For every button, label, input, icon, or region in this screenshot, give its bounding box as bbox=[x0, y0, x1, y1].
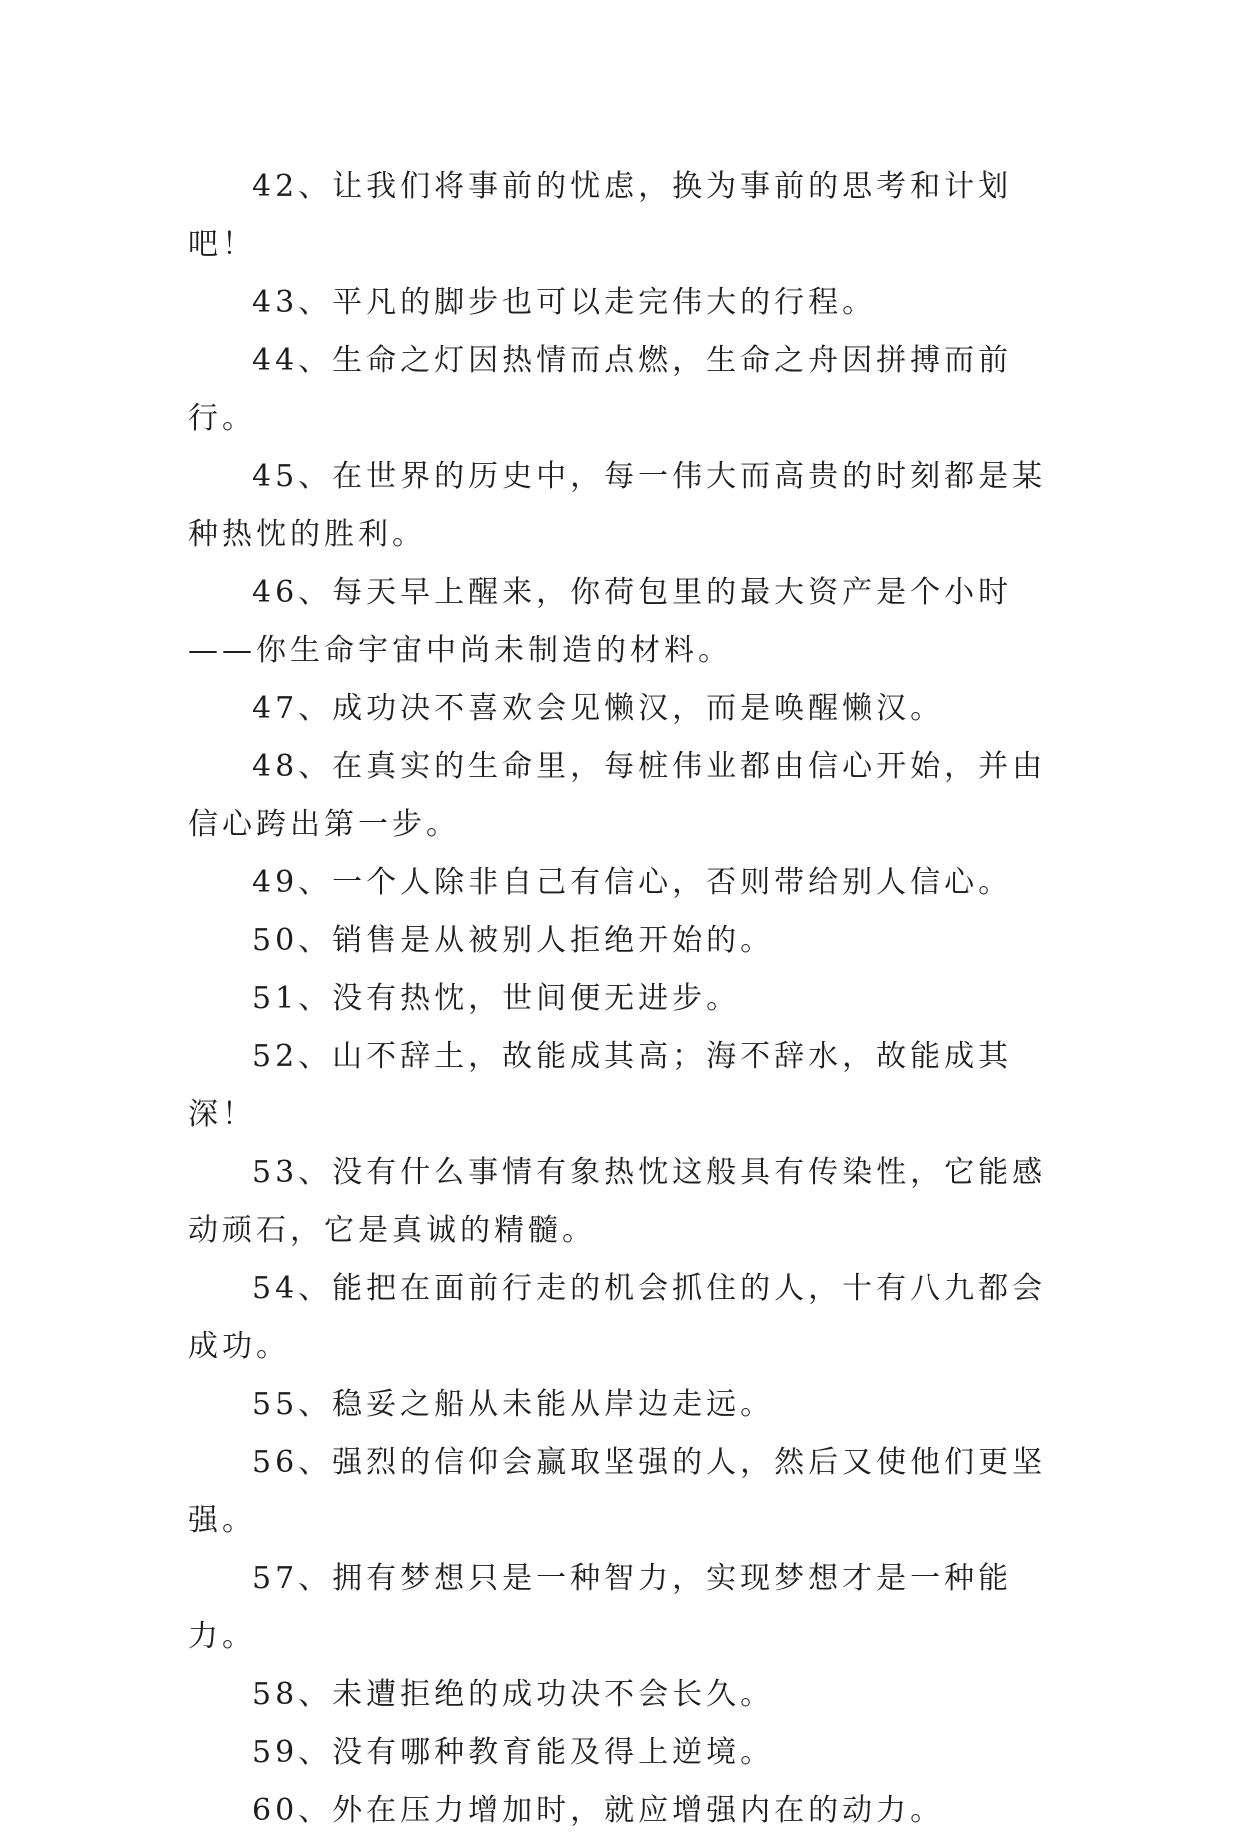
paragraph-45: 45、在世界的历史中，每一伟大而高贵的时刻都是某种热忱的胜利。 bbox=[188, 459, 1047, 552]
paragraph-42: 42、让我们将事前的忧虑，换为事前的思考和计划吧！ bbox=[188, 169, 1013, 262]
paragraph-59: 59、没有哪种教育能及得上逆境。 bbox=[252, 1735, 775, 1770]
paragraph-43: 43、平凡的脚步也可以走完伟大的行程。 bbox=[252, 285, 877, 320]
paragraph-56: 56、强烈的信仰会赢取坚强的人，然后又使他们更坚强。 bbox=[188, 1445, 1047, 1538]
paragraph-46: 46、每天早上醒来，你荷包里的最大资产是个小时——你生命宇宙中尚未制造的材料。 bbox=[188, 575, 1013, 668]
paragraph-51: 51、没有热忱，世间便无进步。 bbox=[252, 981, 741, 1016]
paragraph-48: 48、在真实的生命里，每桩伟业都由信心开始，并由信心跨出第一步。 bbox=[188, 749, 1047, 842]
paragraph-54: 54、能把在面前行走的机会抓住的人，十有八九都会成功。 bbox=[188, 1271, 1047, 1364]
paragraph-53: 53、没有什么事情有象热忱这般具有传染性，它能感动顽石，它是真诚的精髓。 bbox=[188, 1155, 1047, 1248]
paragraph-50: 50、销售是从被别人拒绝开始的。 bbox=[252, 923, 775, 958]
document-body bbox=[188, 158, 1058, 1840]
paragraph-57: 57、拥有梦想只是一种智力，实现梦想才是一种能力。 bbox=[188, 1561, 1013, 1654]
paragraph-44: 44、生命之灯因热情而点燃，生命之舟因拼搏而前行。 bbox=[188, 343, 1013, 436]
paragraph-49: 49、一个人除非自己有信心，否则带给别人信心。 bbox=[252, 865, 1013, 900]
paragraph-58: 58、未遭拒绝的成功决不会长久。 bbox=[252, 1677, 775, 1712]
paragraph-52: 52、山不辞土，故能成其高；海不辞水，故能成其深！ bbox=[188, 1039, 1013, 1132]
paragraph-60: 60、外在压力增加时，就应增强内在的动力。 bbox=[252, 1793, 945, 1828]
paragraph-47: 47、成功决不喜欢会见懒汉，而是唤醒懒汉。 bbox=[252, 691, 945, 726]
paragraph-55: 55、稳妥之船从未能从岸边走远。 bbox=[252, 1387, 775, 1422]
